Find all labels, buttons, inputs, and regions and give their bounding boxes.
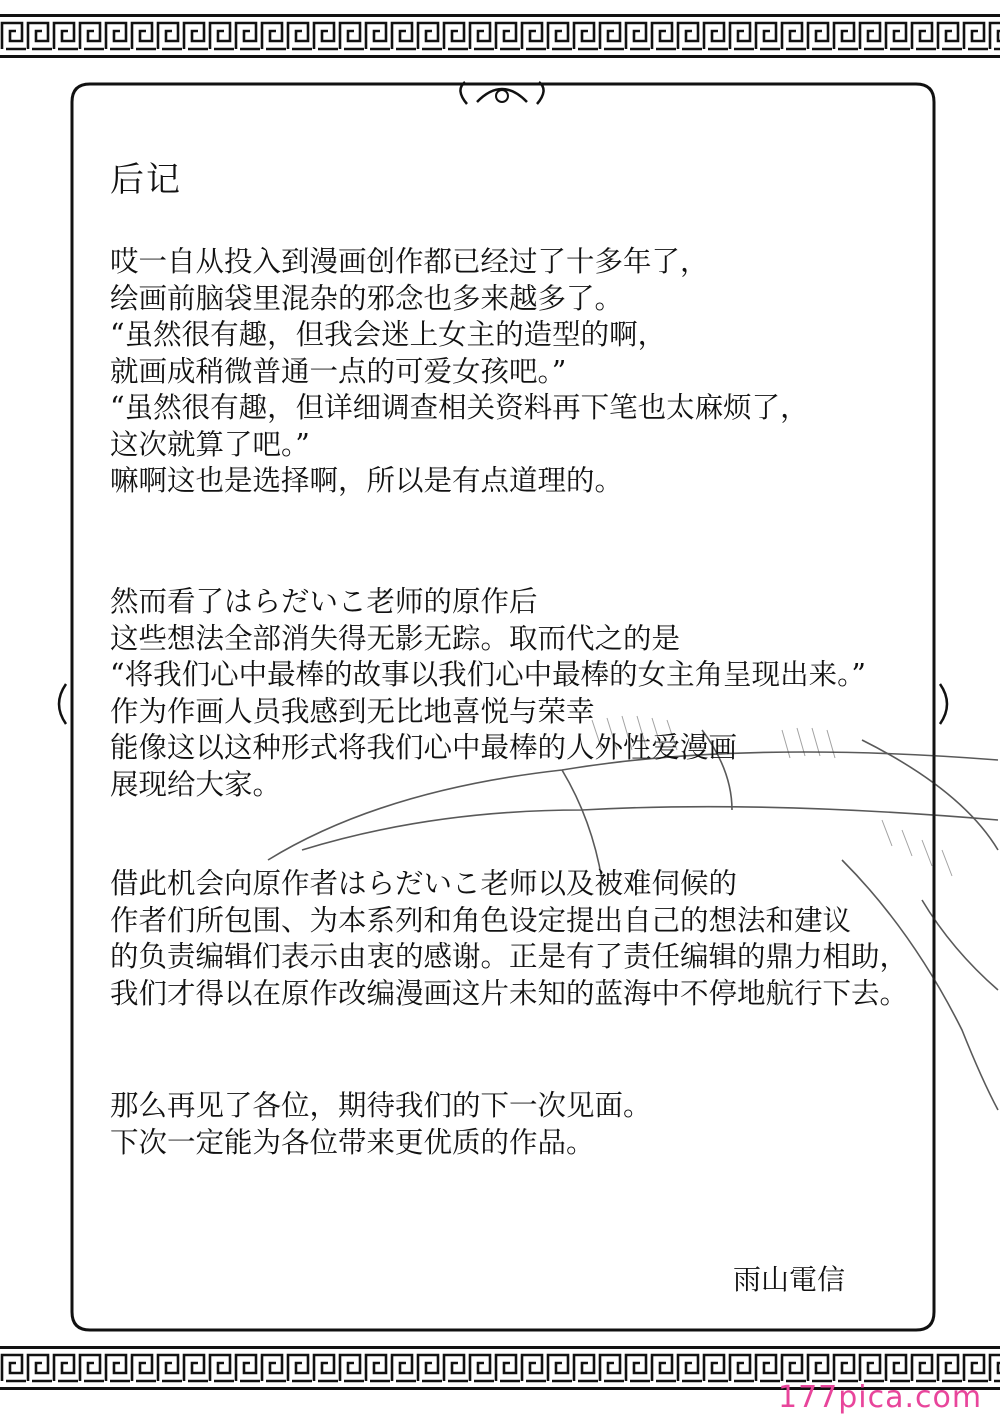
text-line: 就画成稍微普通一点的可爱女孩吧。” (110, 354, 567, 388)
meander-pattern (2, 23, 1000, 49)
text-line: 这些想法全部消失得无影无踪。取而代之的是 (110, 621, 681, 655)
text-line: 嘛啊这也是选择啊，所以是有点道理的。 (110, 464, 624, 497)
paragraph-3 (110, 866, 908, 1012)
watermark-suffix: pica.com (838, 1380, 983, 1415)
text-line: 我们才得以在原作改编漫画这片未知的蓝海中不停地航行下去。 (110, 976, 909, 1010)
text-line: 这次就算了吧。” (110, 427, 310, 461)
text-line: 展现给大家。 (110, 767, 282, 801)
top-meander-border (0, 14, 1000, 58)
text-line: 下次一定能为各位带来更优质的作品。 (110, 1125, 595, 1159)
text-line: 哎一自从投入到漫画创作都已经过了十多年了， (110, 245, 709, 278)
author-signature: 雨山電信 (733, 1263, 846, 1296)
text-line: “虽然很有趣，但我会迷上女主的造型的啊， (110, 318, 667, 351)
paragraph-2 (110, 584, 866, 803)
text-line: “将我们心中最棒的故事以我们心中最棒的女主角呈现出来。” (110, 658, 866, 691)
text-line: 然而看了はらだいこ老师的原作后 (110, 585, 538, 618)
meander-pattern (2, 1355, 1000, 1381)
text-line: 作为作画人员我感到无比地喜悦与荣幸 (110, 694, 595, 728)
site-watermark (778, 1380, 982, 1415)
text-line: “虽然很有趣，但详细调查相关资料再下笔也太麻烦了， (110, 391, 809, 424)
paragraph-4 (110, 1088, 652, 1161)
paragraph-1 (110, 244, 809, 500)
text-line: 能像这以这种形式将我们心中最棒的人外性爱漫画 (110, 731, 738, 764)
text-line: 的负责编辑们表示由衷的感谢。正是有了责任编辑的鼎力相助， (110, 940, 909, 973)
text-line: 绘画前脑袋里混杂的邪念也多来越多了。 (110, 281, 624, 315)
watermark-prefix: 177 (778, 1380, 839, 1415)
text-line: 借此机会向原作者はらだいこ老师以及被难伺候的 (110, 867, 738, 900)
text-line: 作者们所包围、为本系列和角色设定提出自己的想法和建议 (110, 903, 852, 937)
text-line: 那么再见了各位，期待我们的下一次见面。 (110, 1089, 652, 1122)
page-title: 后记 (110, 160, 182, 200)
